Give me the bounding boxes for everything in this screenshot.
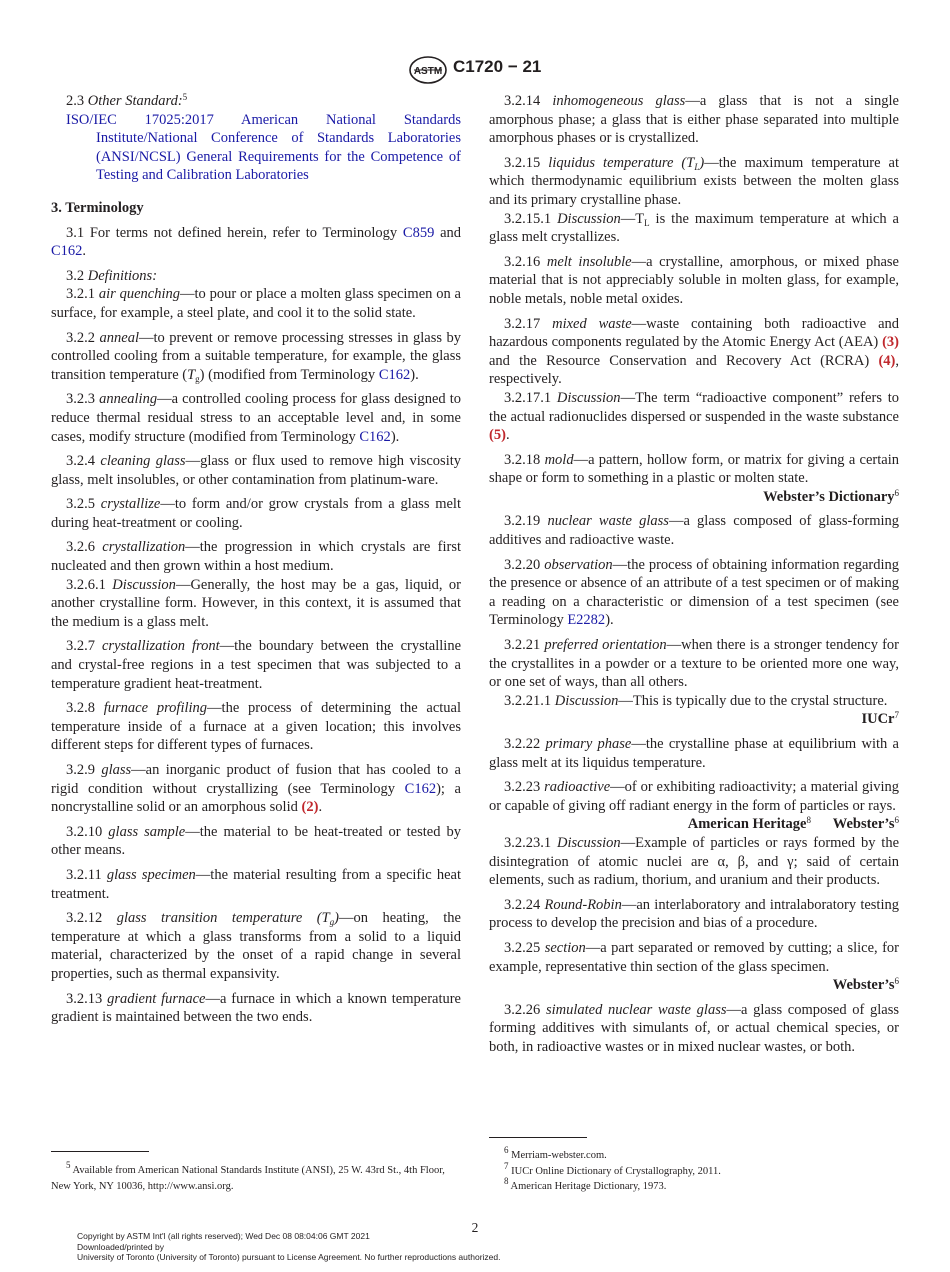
- def-3-2-17: 3.2.17 mixed waste—waste containing both radioactive and hazardous components regulated by the Atomic Energy Act (AEA) (3) and the Resource Conservation and Recovery Act (RCRA) (4), respectively.: [489, 315, 899, 388]
- def-3-2-23-1: 3.2.23.1 Discussion—Example of particles or rays formed by the disintegration of atomic nuclei are α, β, and γ; said of certain elements, such as radium, thorium, and uranium and their products.: [489, 834, 899, 889]
- def-3-2-15-1: 3.2.15.1 $Discussion—T_L$ is the maximum temperature at which a glass melt crystallizes.: [489, 210, 899, 246]
- def-3-2-23: 3.2.23 radioactive—of or exhibiting radioactivity; a material giving or capable of giving off radiant energy in the form of particles or rays. American Heritage$^8$ $Webster’s^6$: [489, 779, 900, 833]
- attribution-iucr: IUCr$^7$: [861, 710, 899, 728]
- footnote-8: $^8$ American Heritage Dictionary, 1973.: [504, 1176, 667, 1192]
- def-3-2-6-1: 3.2.6.1 Discussion—Generally, the host may be a gas, liquid, or another crystalline form. However, in this context, it is assumed that the medium is a glass melt.: [51, 576, 461, 630]
- left-column: [51, 92, 461, 1033]
- def-3-2-9: 3.2.9 glass—an inorganic product of fusion that has cooled to a rigid condition without crystallizing (see Terminology C162); a noncrystalline solid or an amorphous solid (2).: [51, 762, 461, 816]
- def-3-2-5: 3.2.5 crystallize—to form and/or grow crystals from a glass melt during heat-treatment or cooling.: [51, 496, 461, 531]
- page-header: [0, 56, 950, 86]
- svg-text:ASTM: ASTM: [413, 66, 443, 77]
- def-3-2-25: 3.2.25 section—a part separated or removed by cutting; a slice, for example, representative thin section of the glass specimen. $Webster’s^6$: [489, 939, 900, 994]
- section-2-3: 2.3 Other Standard:$^5$: [66, 92, 188, 109]
- def-3-2-3: 3.2.3 annealing—a controlled cooling process for glass designed to reduce thermal residual stress to an acceptable level and, in some cases, modify structure (modified from Terminology C162).: [51, 391, 461, 445]
- footnote-6: $^6$ Merriam-webster.com.: [504, 1145, 607, 1161]
- section-heading-terminology: 3. Terminology: [51, 199, 144, 216]
- ref-c162-link[interactable]: C162: [51, 243, 83, 260]
- def-3-2-22: 3.2.22 primary phase—the crystalline phase at equilibrium with a glass melt at its liquidus temperature.: [489, 736, 899, 771]
- def-3-2-21: 3.2.21 preferred orientation—when there is a stronger tendency for the crystallites in a powder or a texture to be oriented more one way, or one set of ways, than all others.: [489, 637, 899, 691]
- citation-5-link[interactable]: 5: [493, 427, 502, 444]
- ref-c162-link[interactable]: C162: [378, 366, 411, 383]
- citation-3-link[interactable]: 3: [886, 334, 895, 351]
- ref-c162-link[interactable]: C162: [404, 780, 437, 797]
- def-3-2-18: 3.2.18 mold—a pattern, hollow form, or matrix for giving a certain shape or form to something in a plastic or molten state.: [489, 451, 899, 487]
- ref-c859-link[interactable]: C859: [402, 224, 435, 241]
- document-id: C1720 − 21: [453, 57, 542, 76]
- def-3-2-24: 3.2.24 Round-Robin—an interlaboratory and intralaboratory testing process to develop the precision and bias of a procedure.: [489, 896, 899, 932]
- page-number: 2: [471, 1220, 479, 1235]
- citation-4-link[interactable]: 4: [883, 352, 891, 369]
- def-3-2-11: 3.2.11 glass specimen—the material resulting from a specific heat treatment.: [51, 866, 462, 902]
- astm-logo-icon: [408, 56, 448, 84]
- right-column: [489, 92, 899, 1063]
- def-3-2-1: 3.2.1 air quenching—to pour or place a molten glass specimen on a surface, for example, a steel plate, and cool it to the solid state.: [51, 286, 461, 321]
- def-3-2-6: 3.2.6 crystallization—the progression in which crystals are first nucleated and then grown within a host medium.: [51, 539, 461, 575]
- def-3-2-15: 3.2.15 liquidus temperature $(T_L)—the$ maximum temperature at which thermodynamic equilibrium exists between the molten glass and its primary crystalline phase.: [489, 154, 900, 208]
- footnote-rule-left: [51, 1151, 149, 1152]
- ref-c162-link[interactable]: C162: [359, 428, 391, 445]
- para-3-1: 3.1 For terms not defined herein, refer to Terminology C859 and C162.: [51, 224, 462, 260]
- attribution-websters-dictionary: Webster’s Dictionary$^6$: [763, 487, 899, 505]
- def-3-2-26: 3.2.26 simulated nuclear waste glass—a glass composed of glass forming additives with simulants of, or actual chemical species, or both, in radioactive wastes or in mixed nuclear wastes, or both.: [489, 1001, 900, 1055]
- ref-e2282-link[interactable]: E2282: [567, 612, 606, 629]
- def-3-2-2: 3.2.2 anneal—to prevent or remove processing stresses in glass by controlled cooling from a suitable temperature, for example, the glass transition temperature $(T_g)$ (modified from Terminology C162).: [51, 329, 461, 384]
- footnote-5: $^5$ Available from American National Standards Institute (ANSI), 25 W. 43rd St., 4th Floor, New York, NY 10036, http://www.ansi.org.: [51, 1160, 445, 1192]
- def-3-2-13: 3.2.13 gradient furnace—a furnace in which a known temperature gradient is maintained between the two ends.: [51, 990, 461, 1026]
- def-3-2-16: 3.2.16 melt insoluble—a crystalline, amorphous, or mixed phase material that is not appreciably soluble in molten glass, for example, noble metals, noble metal oxides.: [489, 253, 899, 307]
- footnotes-right: [489, 1145, 899, 1195]
- attribution-websters: $Webster’s^6$: [832, 976, 899, 994]
- def-3-2-21-1: 3.2.21.1 Discussion—This is typically due to the crystal structure. IUCr$^7$: [504, 692, 899, 728]
- def-3-2-7: 3.2.7 crystallization front—the boundary between the crystalline and crystal-free regions in a test specimen that was subjected to a temperature gradient heat-treatment.: [51, 638, 462, 692]
- attribution-american-heritage-websters: American Heritage$^8$ $Webster’s^6$: [687, 815, 899, 833]
- para-3-2: 3.2 Definitions:: [66, 267, 158, 284]
- footnote-7: $^7$ IUCr Online Dictionary of Crystallography, 2011.: [504, 1160, 721, 1177]
- def-3-2-8: 3.2.8 furnace profiling—the process of determining the actual temperature inside of a furnace at a given location; this involves different steps for different types of furnaces.: [51, 700, 462, 754]
- copyright-notice: Copyright by ASTM Int'l (all rights reserved); Wed Dec 08 08:04:06 GMT 2021 Downloaded/printed by University of Toronto (University of Toronto) pursuant to License Agreement. No further reproductions authorized.: [77, 1231, 501, 1262]
- def-3-2-17-1: 3.2.17.1 Discussion—The term “radioactive component” refers to the actual radionuclides dispersed or suspended in the waste substance (5).: [489, 389, 900, 444]
- citation-2-link[interactable]: 2: [306, 799, 314, 816]
- def-3-2-19: 3.2.19 nuclear waste glass—a glass composed of glass-forming additives and radioactive waste.: [489, 513, 900, 549]
- def-3-2-10: 3.2.10 glass sample—the material to be heat-treated or tested by other means.: [51, 823, 461, 859]
- def-3-2-4: 3.2.4 cleaning glass—glass or flux used to remove high viscosity glass, melt insolubles, or other contamination from platinum-ware.: [51, 453, 462, 488]
- footnote-rule-right: [489, 1137, 587, 1138]
- iso-reference[interactable]: ISO/IEC 17025:2017 American National Standards Institute/National Conference of Standards Laboratories (ANSI/NCSL) General Requirements for the Competence of Testing and Calibration Laboratories: [66, 111, 462, 184]
- def-3-2-14: 3.2.14 inhomogeneous glass—a glass that is not a single amorphous phase; a glass that is either phase separated into multiple amorphous phases or is crystallized.: [489, 93, 899, 147]
- def-3-2-20: 3.2.20 observation—the process of obtaining information regarding the presence or absence of an attribute of a test specimen or of making a reading on a characteristic or dimension of a test specimen (see Terminology E2282).: [489, 556, 899, 629]
- def-3-2-12: 3.2.12 glass transition temperature $(T_g)—on$ heating, the temperature at which a glass transforms from a solid to a liquid material, characterized by the onset of a rapid change in several properties, such as thermal expansivity.: [51, 910, 461, 982]
